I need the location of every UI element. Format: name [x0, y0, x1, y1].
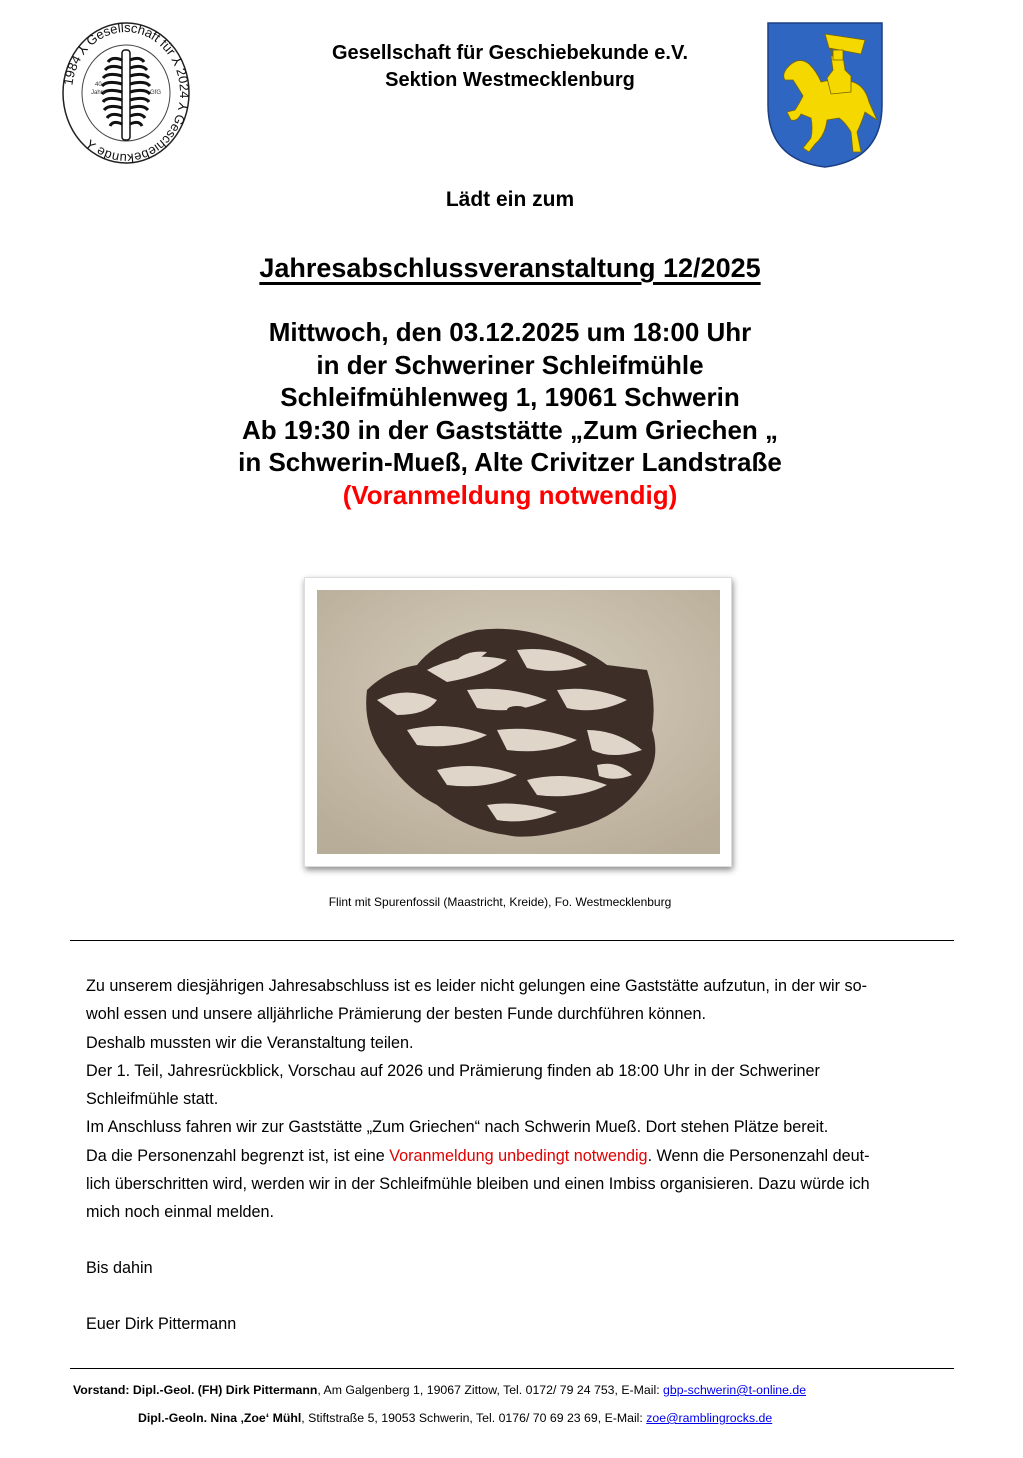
event-title: Jahresabschlussveranstaltung 12/2025	[259, 253, 761, 283]
invite-line: Lädt ein zum	[445, 188, 575, 211]
flint-trace-fossil-photo	[317, 590, 720, 854]
board-member-contact: , Am Galgenberg 1, 19067 Zittow, Tel. 0172/ 79 24 753, E-Mail:	[317, 1383, 664, 1397]
registration-emphasis: Voranmeldung unbedingt notwendig	[389, 1146, 648, 1165]
schwerin-coat-of-arms-icon	[765, 20, 885, 170]
organization-name: Gesellschaft für Geschiebekunde e.V.	[331, 42, 689, 64]
body-text: . Wenn die Personenzahl deut-	[647, 1146, 870, 1165]
registration-notice: (Voranmeldung notwendig)	[342, 479, 678, 510]
second-venue-address: in Schwerin-Mueß, Alte Crivitzer Landstraße	[238, 447, 782, 477]
body-paragraph: Deshalb mussten wir die Veranstaltung teilen.	[86, 1033, 414, 1052]
footer-contact-1	[73, 1383, 973, 1397]
email-link-pittermann[interactable]: gbp-schwerin@t-online.de	[663, 1383, 807, 1397]
fossil-photo-frame	[304, 577, 732, 867]
letter-body	[86, 972, 946, 1227]
divider-bottom	[70, 1368, 954, 1369]
second-venue: Ab 19:30 in der Gaststätte „Zum Griechen „	[241, 414, 779, 445]
body-paragraph: wohl essen und unsere alljährliche Prämierung der besten Funde durchführen können.	[86, 1005, 707, 1024]
body-paragraph: Schleifmühle statt.	[86, 1090, 219, 1109]
section-name: Sektion Westmecklenburg	[385, 69, 635, 91]
svg-text:1984 ⅄ Gesellschaft für ⅄ 2024: 1984 ⅄ Gesellschaft für ⅄ 2024 ⅄ Geschiebekunde ⅄	[60, 20, 192, 166]
board-member-contact: , Stiftstraße 5, 19053 Schwerin, Tel. 0176/ 70 69 23 69, E-Mail:	[301, 1411, 647, 1425]
organization-header	[200, 40, 820, 94]
body-paragraph: mich noch einmal melden.	[86, 1203, 275, 1222]
gfg-seal-logo	[60, 20, 192, 166]
event-address: Schleifmühlenweg 1, 19061 Schwerin	[280, 382, 740, 412]
body-paragraph: Der 1. Teil, Jahresrückblick, Vorschau auf 2026 und Prämierung finden ab 18:00 Uhr in der Schweriner	[86, 1061, 820, 1080]
event-venue: in der Schweriner Schleifmühle	[316, 349, 704, 380]
body-paragraph-registration	[86, 1142, 946, 1170]
email-link-muehl[interactable]: zoe@ramblingrocks.de	[646, 1411, 773, 1425]
svg-text:40: 40	[95, 82, 102, 88]
divider-top	[70, 940, 954, 941]
body-paragraph: lich überschritten wird, werden wir in der Schleifmühle bleiben und einen Imbiss organisieren. Dazu würde ich	[86, 1175, 870, 1194]
signature: Euer Dirk Pittermann	[86, 1315, 237, 1333]
board-member-name: Vorstand: Dipl.-Geol. (FH) Dirk Pittermann	[73, 1383, 318, 1397]
footer-contact-2	[138, 1411, 1023, 1425]
body-text: Da die Personenzahl begrenzt ist, ist eine	[86, 1146, 390, 1165]
board-member-name: Dipl.-Geoln. Nina ‚Zoe‘ Mühl	[138, 1411, 302, 1425]
body-paragraph: Zu unserem diesjährigen Jahresabschluss ist es leider nicht gelungen eine Gaststätte aufzutun, in der wir so-	[86, 977, 868, 995]
photo-caption: Flint mit Spurenfossil (Maastricht, Kreide), Fo. Westmecklenburg	[328, 895, 672, 909]
event-date-time: Mittwoch, den 03.12.2025 um 18:00 Uhr	[268, 317, 752, 347]
closing-line: Bis dahin	[86, 1259, 153, 1277]
event-details	[150, 316, 870, 511]
svg-text:Jahre: Jahre	[91, 90, 107, 96]
body-paragraph: Im Anschluss fahren wir zur Gaststätte „Zum Griechen“ nach Schwerin Mueß. Dort stehen Plätze bereit.	[86, 1118, 829, 1137]
svg-text:GfG: GfG	[150, 90, 162, 96]
